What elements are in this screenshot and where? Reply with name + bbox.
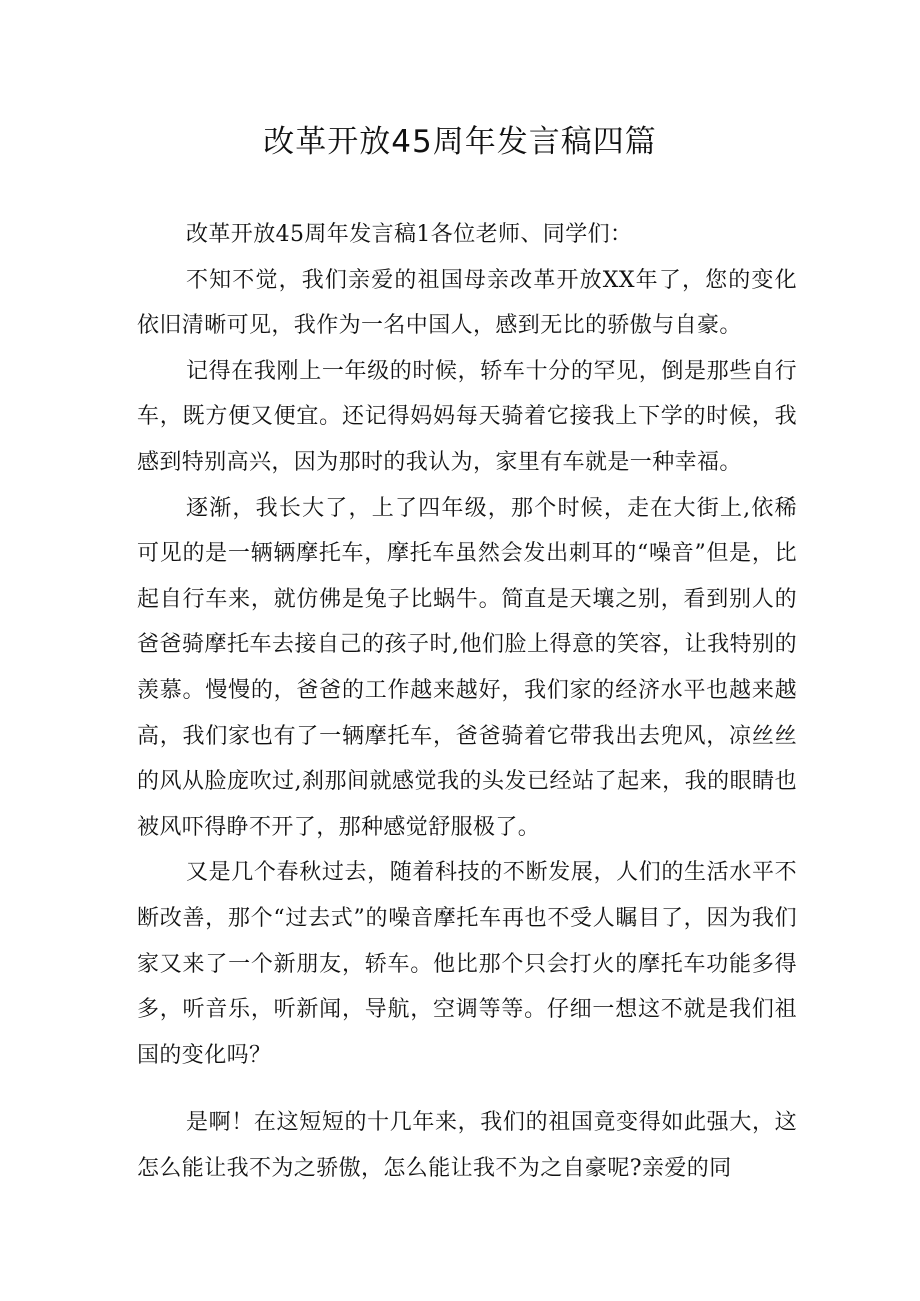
paragraph: 又是几个春秋过去，随着科技的不断发展，人们的生活水平不断改善，那个“过去式”的噪音摩托车再也不受人瞩目了，因为我们家又来了一个新朋友，轿车。他比那个只会打火的摩托车功能多得多，听音乐，听新闻，导航，空调等等。仔细一想这不就是我们祖国的变化吗？	[137, 860, 797, 1068]
paragraph: 不知不觉，我们亲爱的祖国母亲改革开放XX年了，您的变化依旧清晰可见，我作为一名中国人，感到无比的骄傲与自豪。	[137, 267, 797, 339]
paragraph: 逐渐，我长大了，上了四年级，那个时候，走在大街上,依稀可见的是一辆辆摩托车，摩托车虽然会发出刺耳的“噪音”但是，比起自行车来，就仿佛是兔子比蜗牛。简直是天壤之别，看到别人的爸爸骑摩托车去接自己的孩子时,他们脸上得意的笑容，让我特别的羡慕。慢慢的，爸爸的工作越来越好，我们家的经济水平也越来越高，我们家也有了一辆摩托车，爸爸骑着它带我出去兜风，凉丝丝的风从脸庞吹过,刹那间就感觉我的头发已经站了起来，我的眼睛也被风吓得睁不开了，那种感觉舒服极了。	[137, 495, 797, 840]
document-title: 改革开放45周年发言稿四篇	[263, 124, 657, 160]
document-body	[137, 212, 797, 1191]
paragraph-intro: 改革开放45周年发言稿1各位老师、同学们：	[186, 222, 633, 247]
paragraph: 是啊！在这短短的十几年来，我们的祖国竟变得如此强大，这怎么能让我不为之骄傲，怎么能让我不为之自豪呢?亲爱的同	[137, 1110, 797, 1181]
paragraph: 记得在我刚上一年级的时候，轿车十分的罕见，倒是那些自行车，既方便又便宜。还记得妈妈每天骑着它接我上下学的时候，我感到特别高兴，因为那时的我认为，家里有车就是一种幸福。	[137, 358, 797, 475]
